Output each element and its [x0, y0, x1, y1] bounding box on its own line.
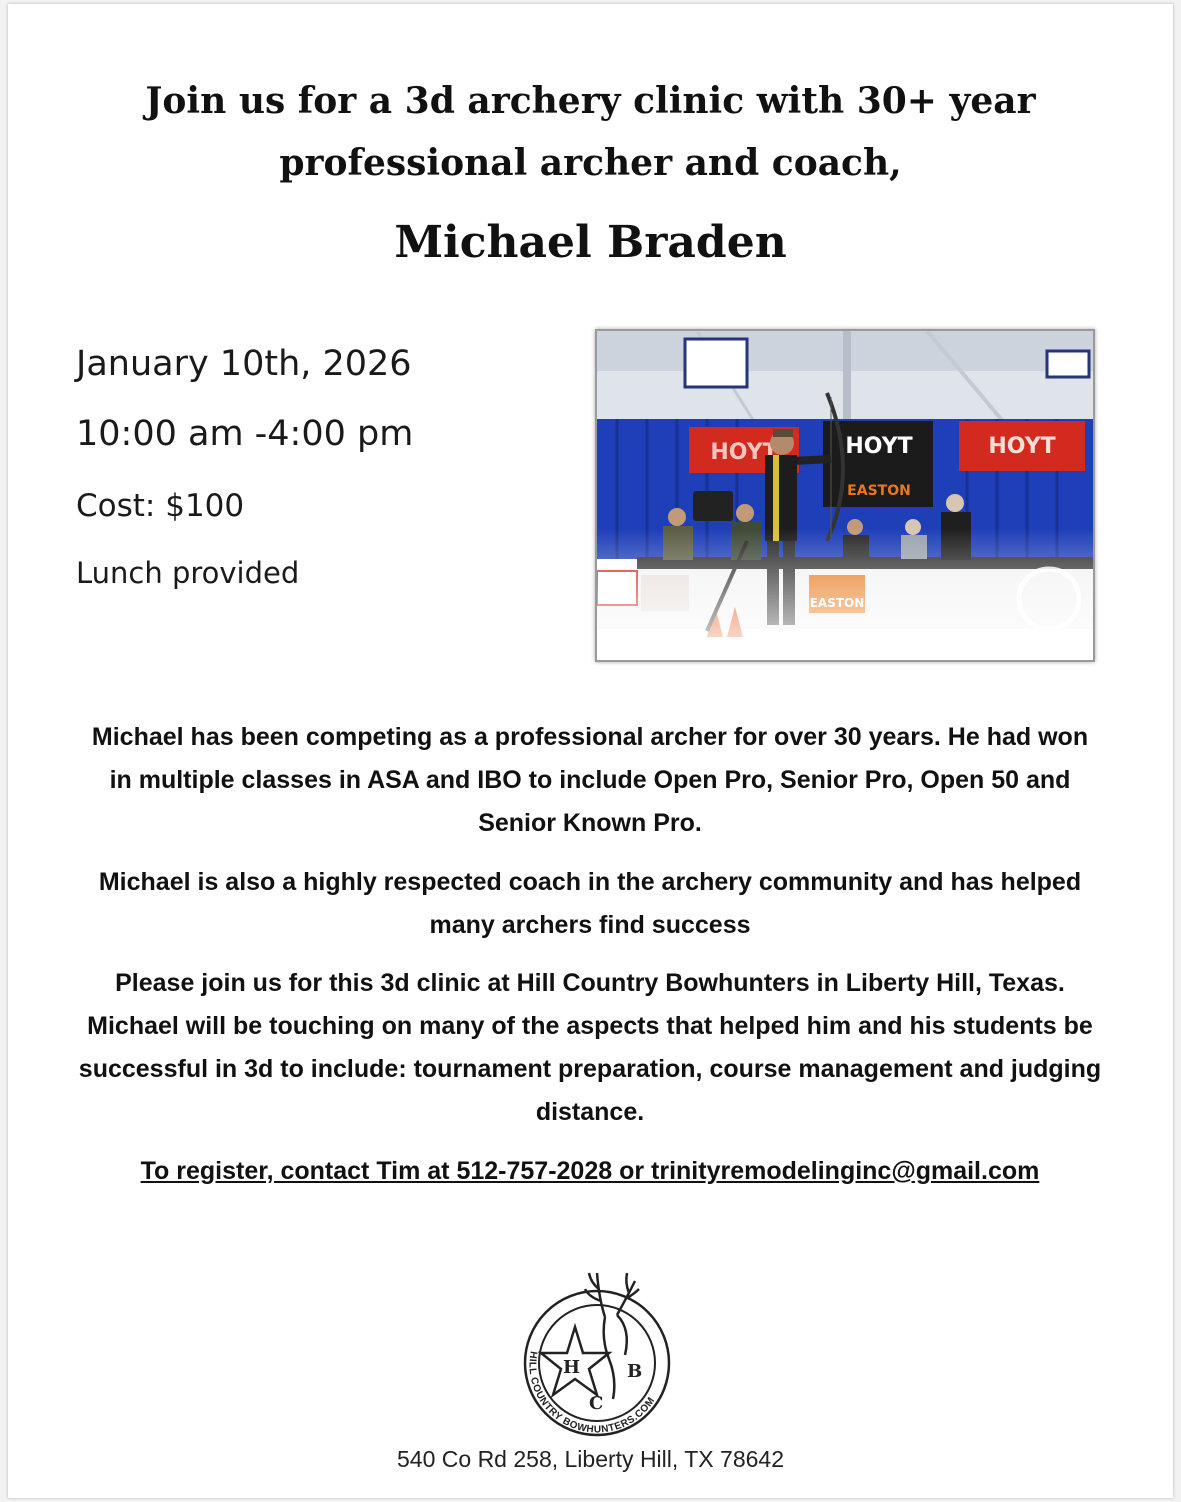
lunch-note: Lunch provided — [76, 556, 300, 590]
event-cost: Cost: $100 — [76, 488, 245, 524]
event-time: 10:00 am -4:00 pm — [76, 414, 414, 454]
coach-name: Michael Braden — [394, 217, 787, 268]
archer-photo-illustration — [597, 331, 1093, 660]
headline-line-2: professional archer and coach, — [279, 142, 902, 184]
bio-paragraph: Michael has been competing as a professional archer for over 30 years. He had won in multiple classes in ASA and IBO to include Open Pro, Senior Pro, Open 50 and Senior Known Pro. — [91, 723, 1089, 837]
headline-line-1: Join us for a 3d archery clinic with 30+ year — [145, 80, 1036, 122]
hill-country-bowhunters-logo — [513, 1259, 683, 1439]
register-link[interactable]: To register, contact Tim at 512-757-2028 or trinityremodelinginc@gmail.com — [140, 1157, 1040, 1185]
coach-paragraph: Michael is also a highly respected coach in the archery community and has helped many archers find success — [98, 868, 1082, 939]
logo-letter-b: B — [627, 1361, 643, 1382]
archer-photo — [595, 329, 1095, 662]
address: 540 Co Rd 258, Liberty Hill, TX 78642 — [397, 1446, 784, 1472]
logo-letter-h: H — [563, 1357, 581, 1378]
event-date: January 10th, 2026 — [76, 344, 412, 384]
clinic-paragraph: Please join us for this 3d clinic at Hill Country Bowhunters in Liberty Hill, Texas. Michael will be touching on many of the aspects that helped him and his students be successful in 3d to include: tournament preparation, course management and judging distance. — [78, 969, 1102, 1126]
logo-ring-text: HILL COUNTRY BOWHUNTERS.COM — [526, 1350, 658, 1436]
logo-letter-c: C — [589, 1393, 604, 1414]
flyer-page — [8, 4, 1173, 1498]
